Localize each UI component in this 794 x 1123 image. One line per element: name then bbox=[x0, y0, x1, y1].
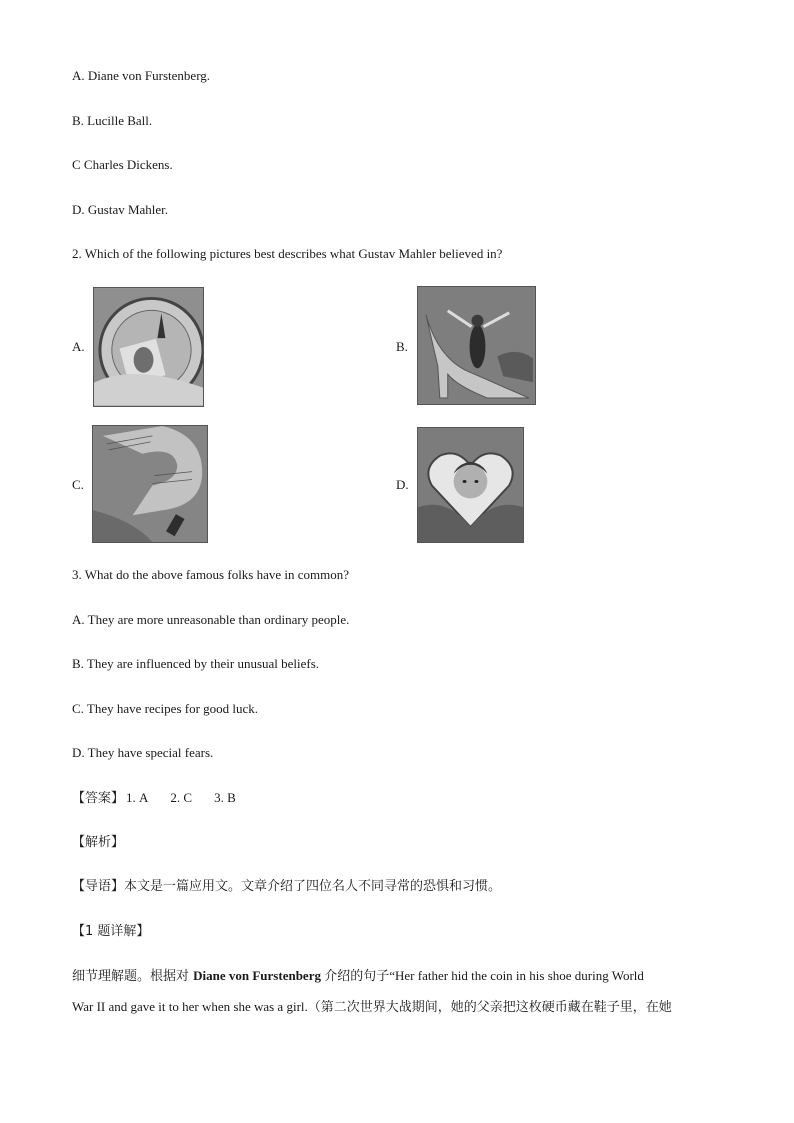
detail1-line2: War II and gave it to her when she was a girl.（第二次世界大战期间，她的父亲把这枚硬币藏在鞋子里，在她 bbox=[72, 999, 672, 1014]
detail1-middle: 介绍的句子“Her father hid the coin in his shoe during World bbox=[320, 968, 644, 983]
detail1-bold-name: Diane von Furstenberg bbox=[193, 968, 321, 983]
q1-option-a: A. Diane von Furstenberg. bbox=[72, 68, 211, 83]
sheet-music-swirl-picture bbox=[92, 425, 208, 543]
q2-label-c: C. bbox=[72, 477, 84, 492]
intro-tag: 【导语】 bbox=[72, 879, 125, 894]
heart-portrait-picture bbox=[417, 427, 524, 543]
analysis-tag: 【解析】 bbox=[72, 835, 125, 850]
detail1-prefix: 细节理解题。根据对 bbox=[72, 969, 194, 984]
q1-option-b: B. Lucille Ball. bbox=[72, 113, 153, 128]
q1-option-c: C Charles Dickens. bbox=[72, 157, 173, 172]
high-heel-shoe-picture bbox=[417, 286, 536, 405]
q2-label-a: A. bbox=[72, 339, 85, 354]
intro-text: 本文是一篇应用文。文章介绍了四位名人不同寻常的恐惧和习惯。 bbox=[124, 879, 502, 894]
detail1-tag: 【1 题详解】 bbox=[72, 924, 150, 939]
detail1-line1 bbox=[72, 967, 644, 986]
answer-2: 2. C bbox=[170, 790, 193, 805]
answer-tag: 【答案】 bbox=[72, 791, 125, 806]
q2-label-d: D. bbox=[396, 477, 409, 492]
intro-line bbox=[72, 878, 501, 896]
answer-line bbox=[72, 789, 258, 808]
answer-1: 1. A bbox=[126, 790, 149, 805]
compass-portrait-picture bbox=[93, 287, 204, 407]
q1-option-d: D. Gustav Mahler. bbox=[72, 202, 169, 217]
q3-option-c: C. They have recipes for good luck. bbox=[72, 701, 259, 716]
q3-option-b: B. They are influenced by their unusual beliefs. bbox=[72, 656, 320, 671]
q3-option-d: D. They have special fears. bbox=[72, 745, 214, 760]
q2-label-b: B. bbox=[396, 339, 408, 354]
q3-question: 3. What do the above famous folks have in common? bbox=[72, 567, 350, 582]
q3-option-a: A. They are more unreasonable than ordinary people. bbox=[72, 612, 350, 627]
q2-question: 2. Which of the following pictures best describes what Gustav Mahler believed in? bbox=[72, 246, 503, 261]
answer-3: 3. B bbox=[214, 790, 236, 805]
